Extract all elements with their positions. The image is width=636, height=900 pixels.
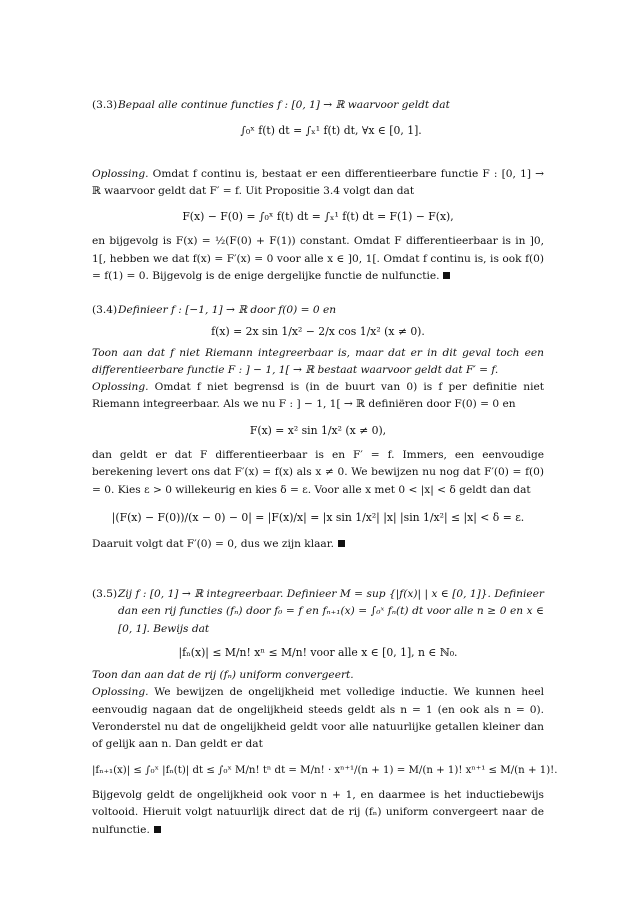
solution-text: Daaruit volgt dat F′(0) = 0, dus we zijn klaar.: [92, 538, 335, 551]
exercise-3-4: [92, 302, 544, 554]
solution-paragraph: [92, 379, 544, 414]
qed-square-icon: [154, 826, 161, 833]
equation: f(x) = 2x sin 1/x² − 2/x cos 1/x² (x ≠ 0).: [211, 325, 425, 339]
solution-paragraph: [92, 787, 544, 839]
solution-paragraph: [92, 684, 544, 753]
solution-paragraph: [92, 233, 544, 285]
equation: F(x) = x² sin 1/x² (x ≠ 0),: [249, 423, 387, 437]
solution-label: Oplossing.: [92, 381, 149, 394]
solution-paragraph: [92, 536, 544, 553]
solution-label: Oplossing.: [92, 167, 149, 180]
equation: |fₙ(x)| ≤ M/n! xⁿ ≤ M/n! voor alle x ∈ [0, 1], n ∈ ℕ₀.: [178, 645, 458, 659]
qed-square-icon: [338, 540, 345, 547]
exercise-number: (3.4): [92, 304, 118, 316]
equation: F(x) − F(0) = ∫₀ˣ f(t) dt = ∫ₓ¹ f(t) dt = F(1) − F(x),: [182, 210, 454, 224]
solution-text: dan geldt er dat F differentieerbaar is en F′ = f. Immers, een eenvoudige berekening levert ons dat F′(x) = f(x) als x ≠ 0. We bewijzen nu nog dat F′(0) = f(0) = 0. Kies ε > 0 willekeurig en kies δ = ε. Voor alle x met 0 < |x| < δ geldt dan dat: [92, 449, 544, 496]
solution-paragraph: [92, 166, 544, 201]
exercise-statement: Toon aan dat f niet Riemann integreerbaar is, maar dat er in dit geval toch een differentieerbare functie F : ] − 1, 1[ → ℝ bestaat waarvoor geldt dat F′ = f.: [92, 346, 544, 376]
equation: |(F(x) − F(0))/(x − 0) − 0| = |F(x)/x| = |x sin 1/x²| |x| |sin 1/x²| ≤ |x| < δ = ε.: [111, 510, 525, 524]
solution-text: We bewijzen de ongelijkheid met volledige inductie. We kunnen heel eenvoudig nagaan dat de ongelijkheid steeds geldt als n = 1 (en ook als n = 0). Veronderstel nu dat de ongelijkheid geldt voor alle natuurlijke getallen kleiner dan of gelijk aan n. Dan geldt er dat: [92, 686, 544, 751]
solution-text: Omdat f continu is, bestaat er een differentieerbare functie F : [0, 1] → ℝ waarvoor geldt dat F′ = f. Uit Propositie 3.4 volgt dan dat: [92, 167, 544, 197]
equation: |fₙ₊₁(x)| ≤ ∫₀ˣ |fₙ(t)| dt ≤ ∫₀ˣ M/n! tⁿ dt = M/n! · xⁿ⁺¹/(n + 1) = M/(n + 1)! xⁿ⁺¹ ≤ M/(n + 1)!.: [92, 764, 558, 776]
solution-text: en bijgevolg is F(x) = ½(F(0) + F(1)) constant. Omdat F differentieerbaar is in ]0, 1[, hebben we dat f(x) = F′(x) = 0 voor alle x ∈ ]0, 1[. Omdat f continu is, is ook f(0) = f(1) = 0. Bijgevolg is de enige dergelijke functie de nulfunctie.: [92, 235, 544, 283]
exercise-statement: Zij f : [0, 1] → ℝ integreerbaar. Definieer M = sup {|f(x)| | x ∈ [0, 1]}. Definieer dan een rij functies (fₙ) door f₀ = f en fₙ₊₁(x) = ∫₀ˣ fₙ(t) dt voor alle n ≥ 0 en x ∈ [0, 1]. Bewijs dat: [118, 588, 544, 635]
solution-text: Bijgevolg geldt de ongelijkheid ook voor n + 1, en daarmee is het inductiebewijs voltooid. Hieruit volgt natuurlijk direct dat de rij (fₙ) uniform convergeert naar de nulfunctie.: [92, 788, 544, 836]
exercise-number: (3.5): [92, 588, 118, 600]
qed-square-icon: [443, 272, 450, 279]
equation: ∫₀ˣ f(t) dt = ∫ₓ¹ f(t) dt, ∀x ∈ [0, 1].: [240, 124, 422, 138]
exercise-statement: Definieer f : [−1, 1] → ℝ door f(0) = 0 en: [118, 304, 337, 316]
solution-text: Omdat f niet begrensd is (in de buurt van 0) is f per definitie niet Riemann integreerbaar. Als we nu F : ] − 1, 1[ → ℝ definiëren door F(0) = 0 en: [92, 381, 544, 411]
exercise-number: (3.3): [92, 99, 118, 111]
solution-label: Oplossing.: [92, 686, 149, 699]
exercise-statement: Toon dan aan dat de rij (fₙ) uniform convergeert.: [92, 669, 354, 682]
solution-paragraph: [92, 447, 544, 499]
exercise-3-3: [92, 97, 544, 285]
exercise-statement: Bepaal alle continue functies f : [0, 1] → ℝ waarvoor geldt dat: [118, 99, 450, 111]
exercise-3-5: [92, 586, 558, 839]
